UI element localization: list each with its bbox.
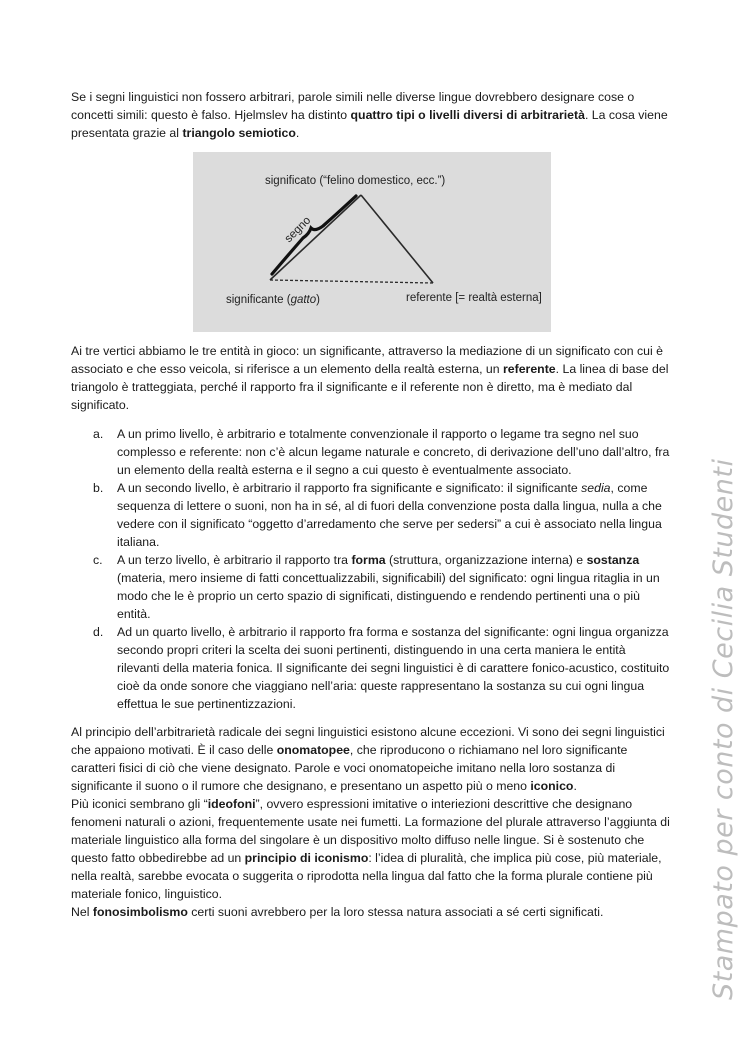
emphasis-forma: forma xyxy=(351,553,386,567)
figure-top-label: significato (“felino domestico, ecc.”) xyxy=(265,175,446,187)
arbitrariness-levels-list xyxy=(71,425,671,713)
triangle-base-dashed xyxy=(270,280,433,283)
emphasis-iconico: iconico xyxy=(530,779,574,793)
figure-right-label: referente [= realtà esterna] xyxy=(406,292,542,304)
list-marker: a. xyxy=(93,427,104,441)
paragraph-fonosimbolismo: Nel fonosimbolismo certi suoni avrebbero per la loro stessa natura associati a sé certi significati. xyxy=(71,905,604,919)
paragraph-onomatopee: Al principio dell’arbitrarietà radicale dei segni linguistici esistono alcune eccezioni. Vi sono dei segni linguistici che appaiono motivati. È il caso delle onomatopee, che riproducono o richiamano nel loro significante caratteri fisici di ciò che viene designato. Parole e voci onomatopeiche imitano nella loro sostanza di significante il suono o il rumore che designano, e presentano un aspetto più o meno iconico. xyxy=(71,725,665,793)
paragraph-vertices: Ai tre vertici abbiamo le tre entità in gioco: un significante, attraverso la mediazione di un significato con cui è associato e che esso veicola, si riferisce a un elemento della realtà esterna, un referente. La linea di base del triangolo è tratteggiata, perché il rapporto fra il significante e il referente non è diretto, ma è mediato dal significato. xyxy=(71,344,669,412)
list-marker: c. xyxy=(93,553,103,567)
list-item: a. A un primo livello, è arbitrario e totalmente convenzionale il rapporto o legame tra segno nel suo complesso e referente: non c’è alcun legame naturale e concreto, di derivazione dell’uno dall’altro, fra un elemento della realtà esterna e il segno a cui questo è eventualmente associato. xyxy=(93,427,670,477)
paragraph-ideofoni: Più iconici sembrano gli “ideofoni”, ovvero espressioni imitative o interiezioni descrittive che designano fenomeni naturali o azioni, frequentemente usate nei fumetti. La formazione del plurale attraverso l’aggiunta di materiale linguistico alla forma del singolare è un dispositivo molto diffuso nelle lingue. Si è sostenuto che questo fatto obbedirebbe ad un principio di iconismo: l’idea di pluralità, che implica più cose, più materiale, nella realtà, sarebbe evocata o suggerita o riprodotta nella lingua dal fatto che la forma plurale contiene più materiale fonico, linguistico. xyxy=(71,797,670,901)
list-item: d. Ad un quarto livello, è arbitrario il rapporto fra forma e sostanza del significante: ogni lingua organizza secondo propri criteri la scelta dei suoni pertinenti, distinguendo in una certa maniera le entità rilevanti della materia fonica. Il significante dei segni linguistici è di carattere fonico-acustico, costituito cioè da onde sonore che viaggiano nell’aria: queste rappresentano la sostanza su cui ogni lingua effettua le sue pertinentizzazioni. xyxy=(93,625,670,711)
emphasis-principio-iconismo: principio di iconismo xyxy=(244,851,369,865)
emphasis-onomatopee: onomatopee xyxy=(276,743,350,757)
list-item: b. A un secondo livello, è arbitrario il rapporto fra significante e significato: il significante sedia, come sequenza di lettere o suoni, non ha in sé, al di fuori della convenzione posta dalla lingua, nulla a che vedere con il significato “oggetto d’arredamento che serve per sedersi” a cui è associato nella lingua italiana. xyxy=(93,481,662,549)
emphasis-quattro-tipi: quattro tipi o livelli diversi di arbitrarietà xyxy=(350,108,585,122)
watermark-text: Stampato per conto di Cecilia Studenti xyxy=(708,458,739,1000)
semiotic-triangle-figure xyxy=(193,152,551,332)
list-marker: b. xyxy=(93,481,104,495)
italic-sedia: sedia xyxy=(581,481,611,495)
figure-segno-label: segno xyxy=(282,214,314,246)
list-marker: d. xyxy=(93,625,104,639)
emphasis-fonosimbolismo: fonosimbolismo xyxy=(92,905,188,919)
list-item: c. A un terzo livello, è arbitrario il rapporto tra forma (struttura, organizzazione interna) e sostanza (materia, mero insieme di fatti concettualizzabili, significabili) del significato: ogni lingua ritaglia in un modo che le è proprio un certo spazio di significati, distinguendo e rendendo pertinenti una o più entità. xyxy=(93,553,660,621)
figure-left-label: significante (gatto) xyxy=(226,294,320,306)
emphasis-triangolo-semiotico: triangolo semiotico xyxy=(182,126,296,140)
paragraph-intro: Se i segni linguistici non fossero arbitrari, parole simili nelle diverse lingue dovrebbero designare cose o concetti simili: questo è falso. Hjelmslev ha distinto quattro tipi o livelli diversi di arbitrarietà. La cosa viene presentata grazie al triangolo semiotico. xyxy=(71,90,668,140)
document-page xyxy=(71,88,671,921)
emphasis-referente: referente xyxy=(503,362,556,376)
semiotic-triangle-diagram xyxy=(193,152,551,332)
emphasis-ideofoni: ideofoni xyxy=(207,797,256,811)
emphasis-sostanza: sostanza xyxy=(586,553,640,567)
triangle-right-edge xyxy=(361,195,433,283)
